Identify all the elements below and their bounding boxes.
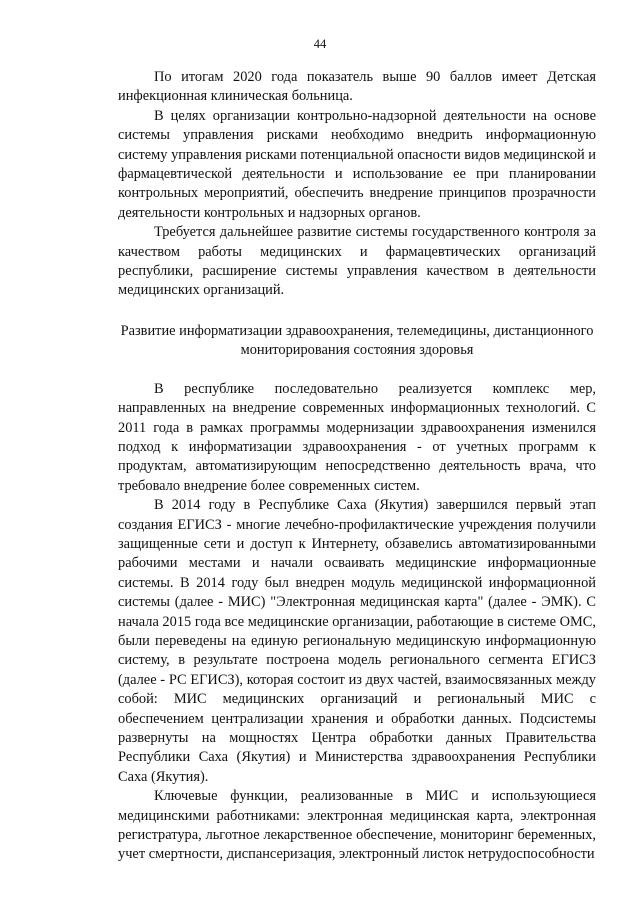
paragraph-risk-management: В целях организации контрольно-надзорной деятельности на основе системы управления рисками необходимо внедрить информационную систему управления рисками потенциальной опасности видов медицинской и фармацевтической деятельности и использование ее при планировании контрольных мероприятий, обеспечить внедрение принципов прозрачности деятельности контрольных и надзорных органов. xyxy=(118,107,596,221)
paragraph-it-measures: В республике последовательно реализуется комплекс мер, направленных на внедрение современных информационных технологий. С 2011 года в рамках программы модернизации здравоохранения изменился подход к информатизации здравоохранения - от учетных программ к продуктам, автоматизирующим непосредственно деятельность врача, что требовало внедрение более современных систем. xyxy=(118,380,596,494)
paragraph-egisz-2014: В 2014 году в Республике Саха (Якутия) завершился первый этап создания ЕГИСЗ - многие лечебно-профилактические учреждения получили защищенные сети и доступ к Интернету, обзавелись автоматизированными рабочими местами и начали осваивать медицинские информационные системы. В 2014 году был внедрен модуль медицинской информационной системы (далее - МИС) "Электронная медицинская карта" (далее - ЭМК). С начала 2015 года все медицинские организации, работающие в системе ОМС, были переведены на единую региональную медицинскую информационную систему, в результате построена модель регионального сегмента ЕГИСЗ (далее - РС ЕГИСЗ), которая состоит из двух частей, взаимосвязанных между собой: МИС медицинских организаций и региональный МИС с обеспечением централизации хранения и обработки данных. Подсистемы развернуты на мощностях Центра обработки данных Правительства Республики Саха (Якутия) и Министерства здравоохранения Республики Саха (Якутия). xyxy=(118,497,596,785)
page-number: 44 xyxy=(313,37,327,51)
section-heading: Развитие информатизации здравоохранения, телемедицины, дистанционного мониторирования состояния здоровья xyxy=(120,322,594,359)
paragraph-pediatric-hospital: По итогам 2020 года показатель выше 90 баллов имеет Детская инфекционная клиническая больница. xyxy=(118,69,596,105)
paragraph-quality-control: Требуется дальнейшее развитие системы государственного контроля за качеством работы медицинских и фармацевтических организаций республики, расширение системы управления качеством в деятельности медицинских организаций. xyxy=(118,224,596,299)
paragraph-mis-functions: Ключевые функции, реализованные в МИС и использующиеся медицинскими работниками: электронная медицинская карта, электронная регистратура, льготное лекарственное обеспечение, мониторинг беременных, учет смертности, диспансеризация, электронный листок нетрудоспособности xyxy=(118,788,596,863)
page-body xyxy=(118,68,596,865)
